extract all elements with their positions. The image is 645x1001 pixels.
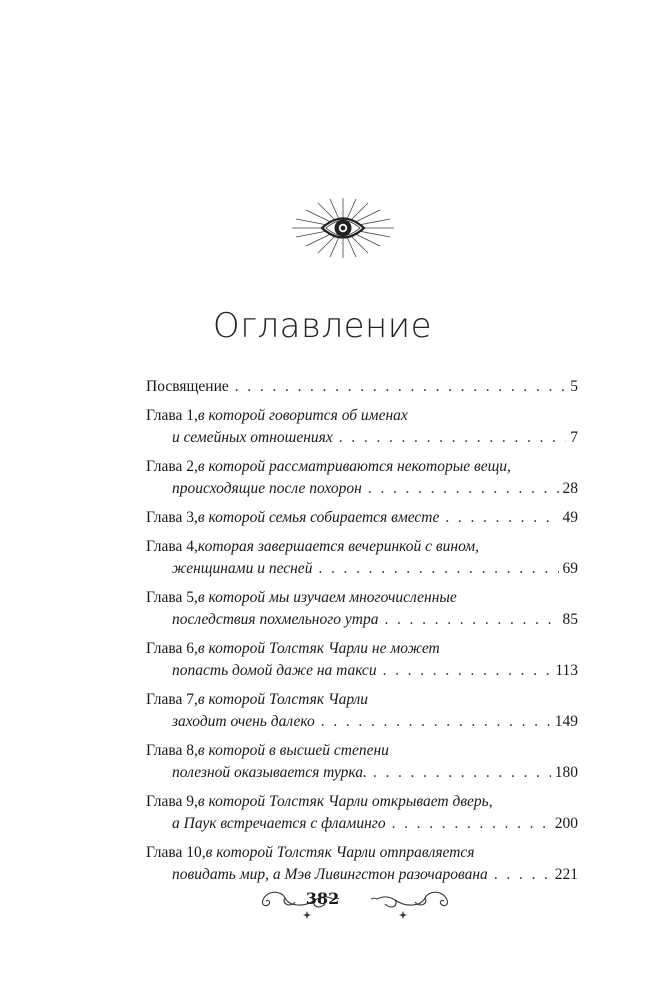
- chapter-label: Глава 3,: [146, 509, 198, 526]
- page-footer: [0, 882, 645, 922]
- dot-leader: [339, 427, 567, 449]
- table-of-contents: [146, 376, 578, 893]
- chapter-label: Глава 1,: [146, 407, 198, 424]
- dot-leader: [318, 558, 558, 580]
- eye-icon: [292, 197, 394, 259]
- page-ref: 180: [554, 764, 578, 781]
- chapter-title: женщинами и песней: [172, 560, 313, 577]
- chapter-label: Глава 5,: [146, 589, 198, 606]
- chapter-title: заходит очень далеко: [172, 713, 315, 730]
- toc-entry-chapter-6[interactable]: [146, 638, 578, 682]
- page-ref: 149: [554, 713, 578, 730]
- toc-entry-chapter-5[interactable]: [146, 587, 578, 631]
- chapter-title: последствия похмельного утра: [172, 611, 379, 628]
- flourish-right-star-icon: [399, 911, 407, 919]
- toc-entry-chapter-8[interactable]: [146, 740, 578, 784]
- toc-entry-chapter-4[interactable]: [146, 536, 578, 580]
- toc-entry-chapter-10[interactable]: [146, 842, 578, 886]
- chapter-title: в которой говорится об именах: [197, 407, 408, 424]
- toc-entry-label: Посвящение: [146, 378, 229, 395]
- page-ref: 113: [555, 662, 578, 679]
- page-ref: 221: [554, 866, 578, 883]
- chapter-title: в которой Толстяк Чарли: [197, 691, 369, 708]
- chapter-title: повидать мир, а Мэв Ливингстон разочарована: [172, 866, 488, 883]
- chapter-title: в которой Толстяк Чарли не может: [197, 640, 440, 657]
- chapter-title: происходящие после похорон: [172, 480, 362, 497]
- chapter-label: Глава 2,: [146, 458, 198, 475]
- chapter-label: Глава 6,: [146, 640, 198, 657]
- dot-leader: [445, 507, 558, 529]
- page-ref: 69: [562, 560, 578, 577]
- dot-leader: [321, 711, 551, 733]
- chapter-title: в которой мы изучаем многочисленные: [197, 589, 457, 606]
- chapter-title: а Паук встречается с фламинго: [172, 815, 386, 832]
- dot-leader: [373, 762, 551, 784]
- page-ref: 49: [562, 509, 578, 526]
- dot-leader: [235, 376, 567, 398]
- dot-leader: [368, 478, 559, 500]
- chapter-title: полезной оказывается турка.: [172, 764, 367, 781]
- chapter-label: Глава 9,: [146, 793, 198, 810]
- flourish-left-star-icon: [303, 911, 311, 919]
- page-ref: 28: [562, 480, 578, 497]
- chapter-title: попасть домой даже на такси: [172, 662, 377, 679]
- chapter-label: Глава 4,: [146, 538, 198, 555]
- page-title: Оглавление: [212, 306, 433, 346]
- chapter-label: Глава 10,: [146, 844, 206, 861]
- page-ref: 200: [554, 815, 578, 832]
- page-ref: 7: [570, 429, 578, 446]
- chapter-title: в которой Толстяк Чарли отправляется: [205, 844, 475, 861]
- chapter-title: которая завершается вечеринкой с вином,: [197, 538, 480, 555]
- toc-entry-dedication[interactable]: [146, 376, 578, 398]
- page-number: 382: [305, 889, 340, 908]
- toc-entry-chapter-2[interactable]: [146, 456, 578, 500]
- chapter-label: Глава 8,: [146, 742, 198, 759]
- page-ref: 85: [562, 611, 578, 628]
- toc-entry-chapter-9[interactable]: [146, 791, 578, 835]
- toc-entry-chapter-7[interactable]: [146, 689, 578, 733]
- chapter-title: в которой семья собирается вместе: [197, 509, 440, 526]
- chapter-title: и семейных отношениях: [172, 429, 333, 446]
- chapter-title: в которой рассматриваются некоторые вещи,: [197, 458, 511, 475]
- chapter-title: в которой в высшей степени: [197, 742, 389, 759]
- toc-entry-chapter-1[interactable]: [146, 405, 578, 449]
- page-ref: 5: [570, 378, 578, 395]
- chapter-title: в которой Толстяк Чарли открывает дверь,: [197, 793, 493, 810]
- chapter-label: Глава 7,: [146, 691, 198, 708]
- dot-leader: [392, 813, 551, 835]
- toc-entry-chapter-3[interactable]: [146, 507, 578, 529]
- dot-leader: [383, 660, 552, 682]
- dot-leader: [384, 609, 558, 631]
